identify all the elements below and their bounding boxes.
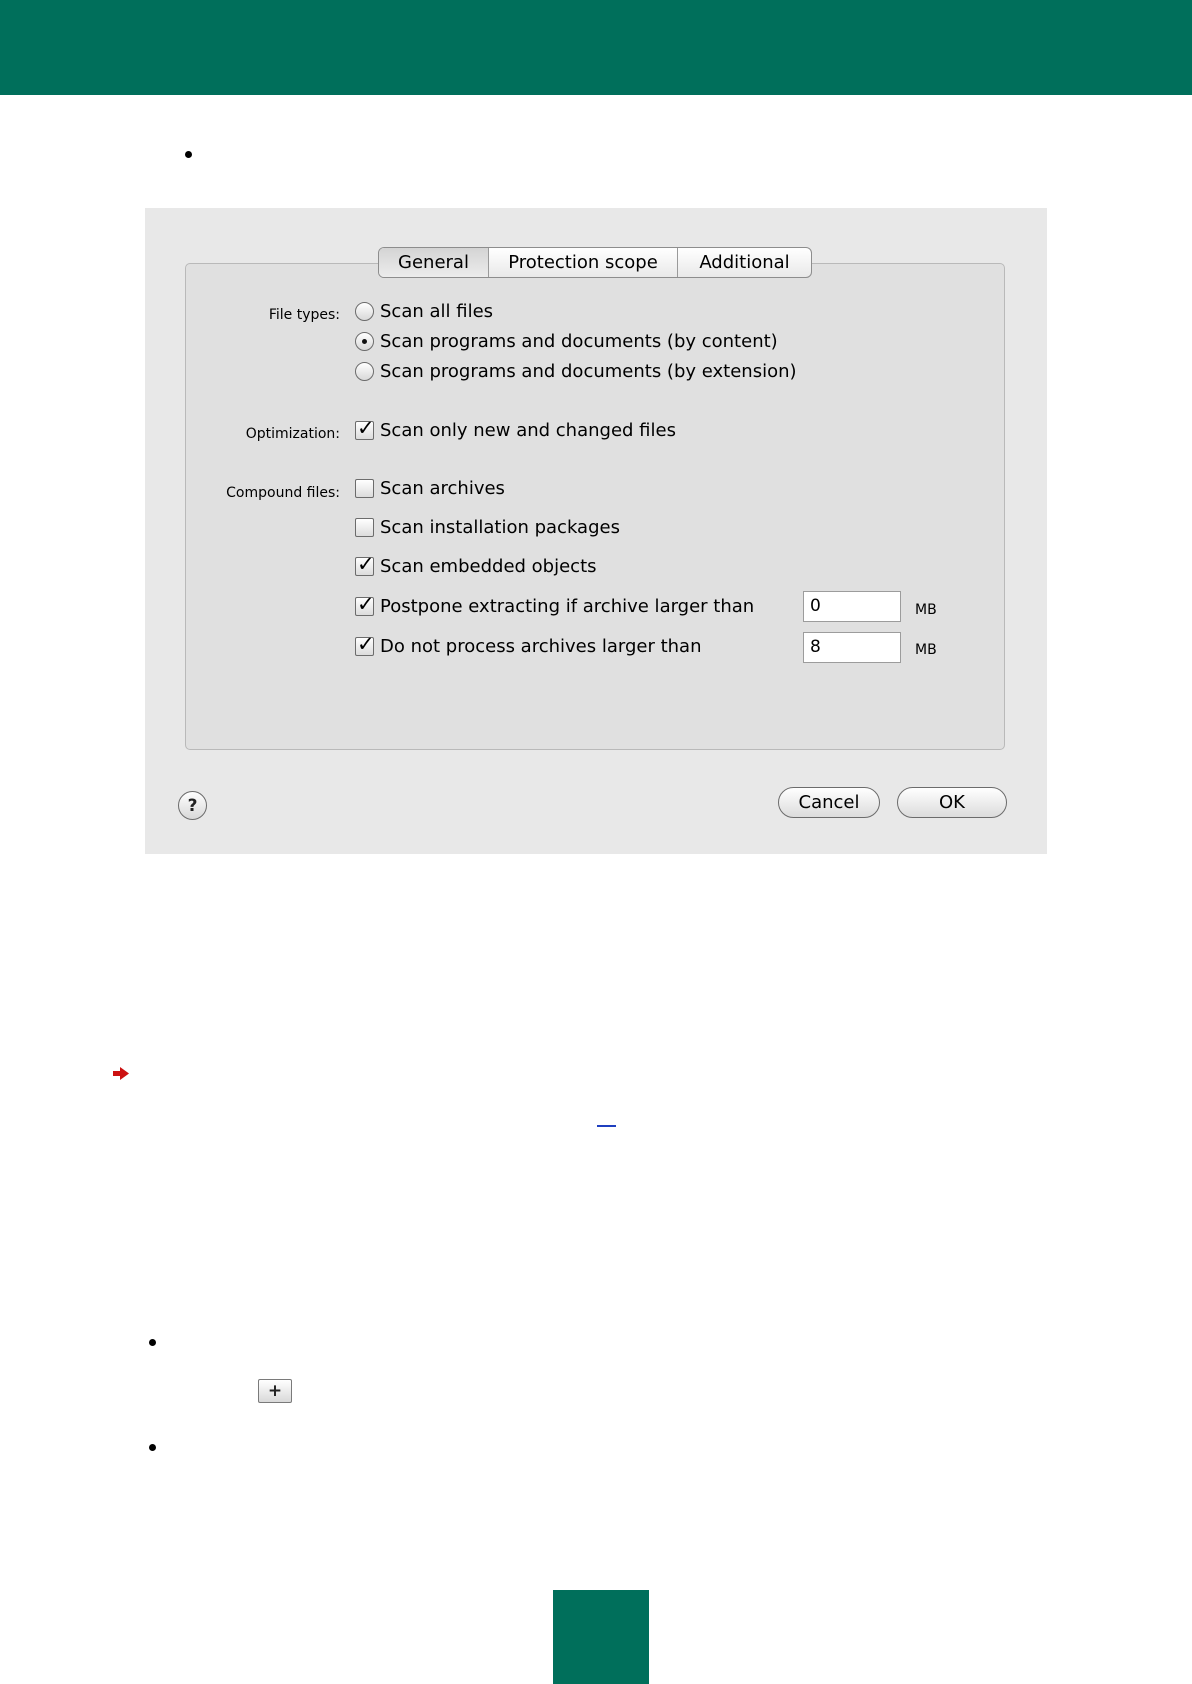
- checkbox-icon[interactable]: [355, 597, 374, 616]
- checkbox-scan-archives[interactable]: [355, 478, 505, 499]
- radio-button-icon[interactable]: [355, 362, 374, 381]
- max-archive-size-input[interactable]: 8: [803, 632, 901, 663]
- checkbox-label: Do not process archives larger than: [380, 636, 702, 657]
- tab-bar: [378, 247, 812, 278]
- checkbox-icon[interactable]: [355, 637, 374, 656]
- cancel-button[interactable]: Cancel: [778, 787, 880, 818]
- checkbox-label: Scan archives: [380, 478, 505, 499]
- checkbox-scan-installation-packages[interactable]: [355, 517, 620, 538]
- compound-files-label: Compound files:: [226, 485, 340, 501]
- file-types-label: File types:: [268, 307, 340, 323]
- radio-scan-all-files[interactable]: [355, 301, 493, 322]
- settings-dialog: [145, 208, 1047, 854]
- checkbox-label: Scan embedded objects: [380, 556, 597, 577]
- checkbox-scan-new-changed[interactable]: [355, 420, 676, 441]
- radio-scan-by-content[interactable]: [355, 331, 778, 352]
- postpone-size-input[interactable]: 0: [803, 591, 901, 622]
- radio-label: Scan programs and documents (by extension): [380, 361, 797, 382]
- checkbox-icon[interactable]: [355, 518, 374, 537]
- radio-button-icon[interactable]: [355, 302, 374, 321]
- optimization-label: Optimization:: [245, 426, 340, 442]
- ok-button[interactable]: OK: [897, 787, 1007, 818]
- checkbox-label: Scan only new and changed files: [380, 420, 676, 441]
- checkbox-do-not-process[interactable]: [355, 636, 702, 657]
- header-band: [0, 0, 1192, 95]
- checkbox-icon[interactable]: [355, 479, 374, 498]
- help-button[interactable]: ?: [178, 791, 207, 820]
- bullet-icon: [185, 151, 192, 158]
- plus-button-icon: +: [258, 1379, 292, 1403]
- bullet-icon: [149, 1339, 156, 1346]
- checkbox-scan-embedded-objects[interactable]: [355, 556, 597, 577]
- checkbox-label: Postpone extracting if archive larger than: [380, 596, 755, 617]
- checkbox-icon[interactable]: [355, 421, 374, 440]
- tab-general[interactable]: General: [379, 248, 489, 277]
- checkbox-postpone-extracting[interactable]: [355, 596, 754, 617]
- radio-label: Scan programs and documents (by content): [380, 331, 778, 352]
- link-underline[interactable]: [597, 1125, 616, 1127]
- max-archive-size-unit: MB: [915, 642, 937, 658]
- radio-label: Scan all files: [380, 301, 494, 322]
- bullet-icon: [149, 1444, 156, 1451]
- tab-protection-scope[interactable]: Protection scope: [489, 248, 678, 277]
- checkbox-icon[interactable]: [355, 557, 374, 576]
- postpone-size-unit: MB: [915, 602, 937, 618]
- radio-scan-by-extension[interactable]: [355, 361, 797, 382]
- red-arrow-icon: [113, 1067, 129, 1080]
- tab-additional[interactable]: Additional: [699, 252, 790, 273]
- radio-button-icon[interactable]: [355, 332, 374, 351]
- checkbox-label: Scan installation packages: [380, 517, 620, 538]
- page-number-tab: [553, 1590, 649, 1684]
